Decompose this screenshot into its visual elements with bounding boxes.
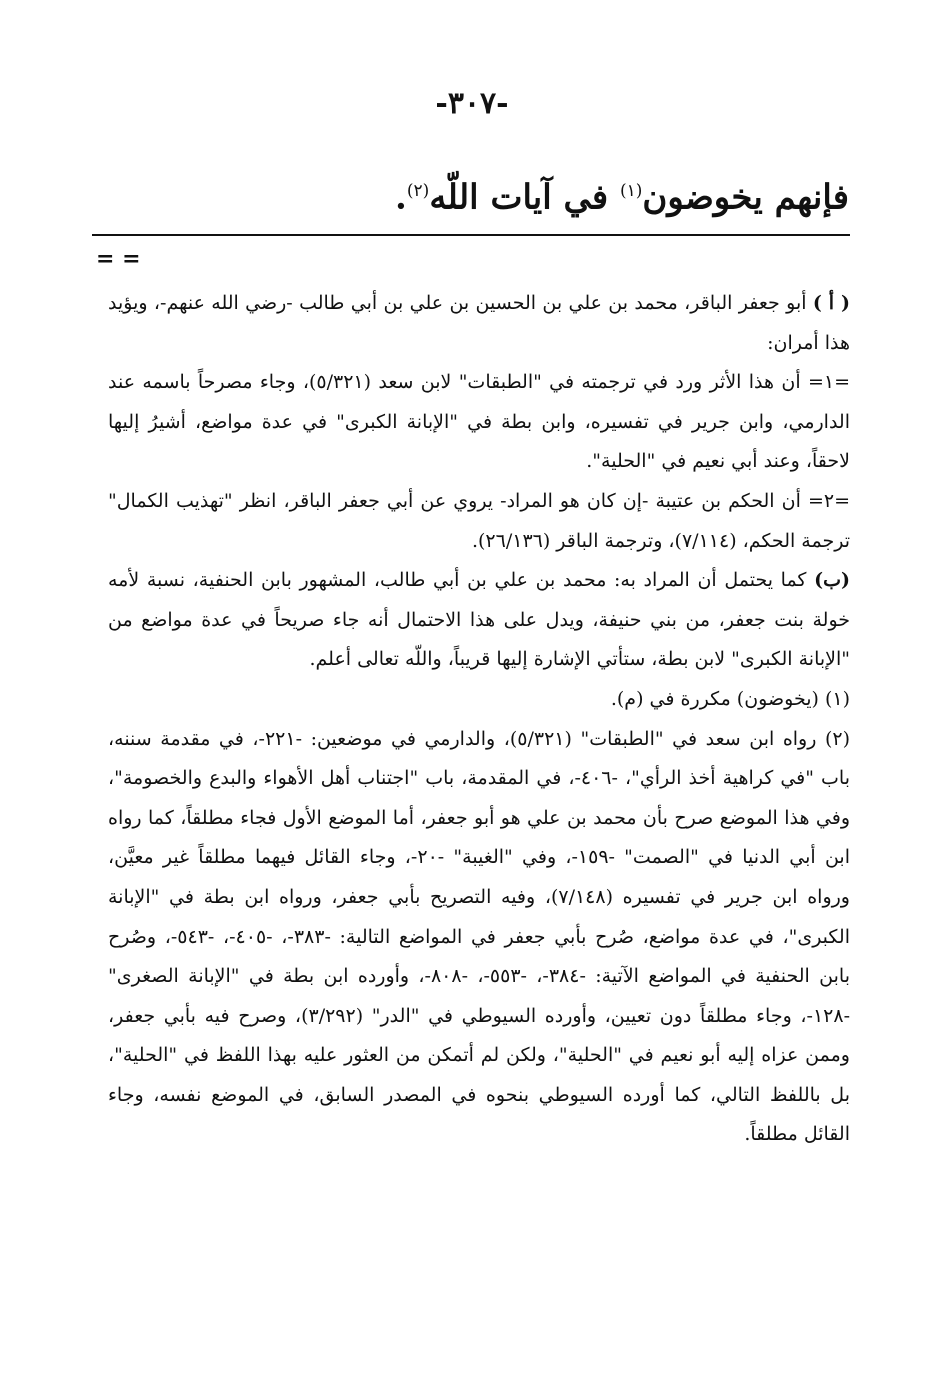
main-text-part1: فإنهم يخوضون (642, 177, 849, 218)
commentary-paragraph-b (108, 561, 850, 680)
main-text (89, 166, 849, 222)
footnote-text-2: (٢) رواه ابن سعد في "الطبقات" (٥/٣٢١)، والدارمي في موضعين: -٢٢١-، في مقدمة سننه، باب "في كراهية أخذ الرأي"، -٤٠٦-، في المقدمة، باب "اجتناب أهل الأهواء والبدع والخصومة"، وفي هذا الموضع صرح بأن محمد بن علي هو أبو جعفر، أما الموضع الأول فجاء مطلقاً، كما رواه ابن أبي الدنيا في "الصمت" -١٥٩-، وفي "الغيبة" -٢٠-، وجاء القائل فيهما مطلقاً غير معيَّن، ورواه ابن جرير في تفسيره (٧/١٤٨)، وفيه التصريح بأبي جعفر، ورواه ابن بطة في "الإبانة الكبرى"، في عدة مواضع، صُرح بأبي جعفر في المواضع التالية: -٣٨٣-، -٤٠٥-، -٥٤٣-، وصُرح بابن الحنفية في المواضع الآتية: -٣٨٤-، -٥٥٣-، -٨٠٨-، وأورده ابن بطة في "الإبانة الصغرى" -١٢٨-، وجاء مطلقاً دون تعيين، وأورده السيوطي في "الدر" (٣/٢٩٢)، وصرح فيه بأبي جعفر، وممن عزاه إليه أبو نعيم في "الحلية"، ولكن لم أتمكن من العثور عليه بهذا اللفظ في "الحلية"، بل باللفظ التالي، كما أورده السيوطي بنحوه في المصدر السابق، في الموضع نفسه، وجاء القائل مطلقاً. (108, 727, 851, 1146)
footnote-text-1: (١) (يخوضون) مكررة في (م). (610, 687, 850, 710)
commentary-text-b: كما يحتمل أن المراد به: محمد بن علي بن أبي طالب، المشهور بابن الحنفية، نسبة لأمه خولة بنت جعفر، من بني حنيفة، ويدل على هذا الاحتمال أنه جاء صريحاً في عدة مواضع من "الإبانة الكبرى" لابن بطة، ستأتي الإشارة إليها قريباً، واللّه تعالى أعلم. (108, 569, 850, 671)
notes-block (108, 284, 850, 1155)
continuation-mark: = = (96, 246, 141, 272)
commentary-paragraph-2 (108, 482, 850, 561)
commentary-paragraph-a (108, 284, 850, 363)
footnote-2 (108, 720, 850, 1156)
commentary-text-a: أبو جعفر الباقر، محمد بن علي بن الحسين بن علي بن أبي طالب -رضي الله عنهم-، ويؤيد هذا أمران: (108, 292, 850, 354)
main-text-part2: في آيات اللّه (429, 177, 620, 218)
footnote-1 (108, 680, 850, 720)
commentary-text-2: =٢= أن الحكم بن عتيبة -إن كان هو المراد- يروي عن أبي جعفر الباقر، انظر "تهذيب الكمال" ترجمة الحكم، (٧/١١٤)، وترجمة الباقر (٢٦/١٣٦). (108, 489, 850, 552)
commentary-label-b: (ب) (814, 569, 850, 592)
commentary-label-a: ( أ ) (812, 292, 850, 314)
page-number: -٣٠٧- (435, 86, 509, 121)
commentary-paragraph-1 (108, 363, 850, 482)
main-text-end: . (395, 177, 407, 218)
commentary-text-1: =١= أن هذا الأثر ورد في ترجمته في "الطبقات" لابن سعد (٥/٣٢١)، وجاء مصرحاً باسمه عند الدارمي، وابن جرير في تفسيره، وابن بطة في "الإبانة الكبرى" في عدة مواضع، أشيرُ إليها لاحقاً، وعند أبي نعيم في "الحلية". (108, 371, 851, 473)
separator-rule (92, 234, 850, 236)
footnote-ref-1: (١) (619, 181, 643, 201)
footnote-ref-2: (٢) (406, 181, 430, 201)
